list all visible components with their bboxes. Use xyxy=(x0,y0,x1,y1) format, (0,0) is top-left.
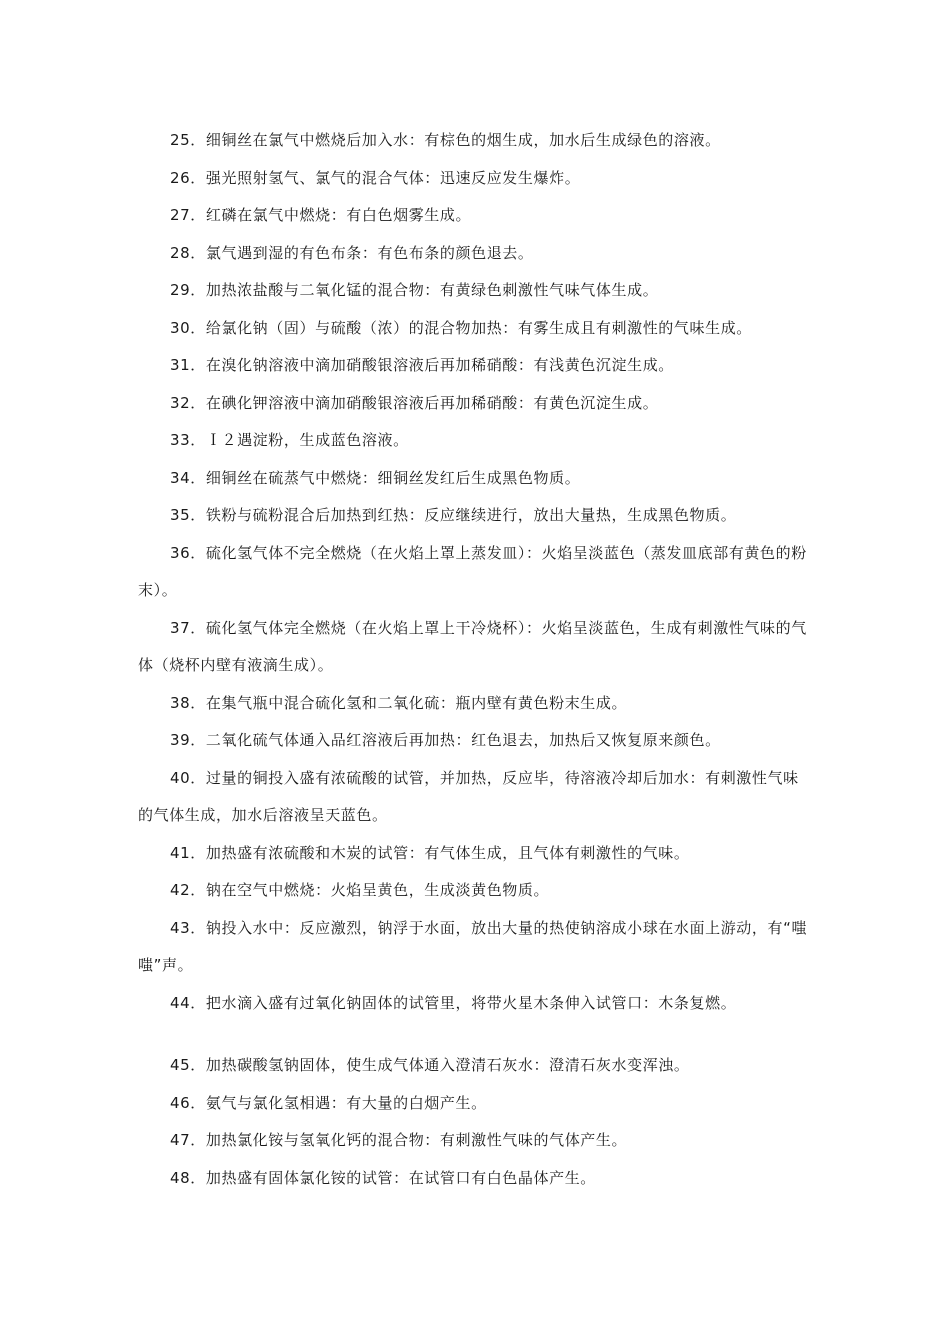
list-item: 41．加热盛有浓硫酸和木炭的试管：有气体生成，且气体有刺激性的气味。 xyxy=(170,843,690,862)
list-item: 38．在集气瓶中混合硫化氢和二氧化硫：瓶内壁有黄色粉末生成。 xyxy=(170,693,628,712)
list-item: 39．二氧化硫气体通入品红溶液后再加热：红色退去，加热后又恢复原来颜色。 xyxy=(170,731,721,749)
list-item: 48．加热盛有固体氯化铵的试管：在试管口有白色晶体产生。 xyxy=(170,1168,596,1187)
list-item: 29．加热浓盐酸与二氧化锰的混合物：有黄绿色刺激性气味气体生成。 xyxy=(170,281,659,299)
list-item: 34．细铜丝在硫蒸气中燃烧：细铜丝发红后生成黑色物质。 xyxy=(170,468,581,487)
list-item: 44．把水滴入盛有过氧化钠固体的试管里，将带火星木条伸入试管口：木条复燃。 xyxy=(170,993,737,1012)
list-item: 33．Ｉ２遇淀粉，生成蓝色溶液。 xyxy=(170,431,409,449)
list-item: 40．过量的铜投入盛有浓硫酸的试管，并加热，反应毕，待溶液冷却后加水：有刺激性气味的气体生成，加水后溶液呈天蓝色。 xyxy=(138,768,799,824)
observation-list xyxy=(138,122,814,1197)
list-item: 43．钠投入水中：反应激烈，钠浮于水面，放出大量的热使钠溶成小球在水面上游动，有“嗤嗤”声。 xyxy=(138,918,808,974)
list-item: 42．钠在空气中燃烧：火焰呈黄色，生成淡黄色物质。 xyxy=(170,881,550,899)
list-item: 30．给氯化钠（固）与硫酸（浓）的混合物加热：有雾生成且有刺激性的气味生成。 xyxy=(170,318,752,337)
list-item: 31．在溴化钠溶液中滴加硝酸银溶液后再加稀硝酸：有浅黄色沉淀生成。 xyxy=(170,356,674,374)
list-item: 35．铁粉与硫粉混合后加热到红热：反应继续进行，放出大量热，生成黑色物质。 xyxy=(170,506,737,524)
list-item: 45．加热碳酸氢钠固体，使生成气体通入澄清石灰水：澄清石灰水变浑浊。 xyxy=(170,1056,690,1074)
list-item: 25．细铜丝在氯气中燃烧后加入水：有棕色的烟生成，加水后生成绿色的溶液。 xyxy=(170,131,721,149)
list-item: 28．氯气遇到湿的有色布条：有色布条的颜色退去。 xyxy=(170,243,534,262)
list-item: 46．氨气与氯化氢相遇：有大量的白烟产生。 xyxy=(170,1093,487,1112)
list-item: 37．硫化氢气体完全燃烧（在火焰上罩上干冷烧杯）：火焰呈淡蓝色，生成有刺激性气味的气体（烧杯内壁有液滴生成）。 xyxy=(138,618,807,674)
list-item: 32．在碘化钾溶液中滴加硝酸银溶液后再加稀硝酸：有黄色沉淀生成。 xyxy=(170,393,659,412)
list-item: 36．硫化氢气体不完全燃烧（在火焰上罩上蒸发皿）：火焰呈淡蓝色（蒸发皿底部有黄色的粉末）。 xyxy=(138,543,807,599)
list-item: 27．红磷在氯气中燃烧：有白色烟雾生成。 xyxy=(170,206,472,224)
list-item: 47．加热氯化铵与氢氧化钙的混合物：有刺激性气味的气体产生。 xyxy=(170,1131,628,1149)
list-item: 26．强光照射氢气、氯气的混合气体：迅速反应发生爆炸。 xyxy=(170,168,581,187)
